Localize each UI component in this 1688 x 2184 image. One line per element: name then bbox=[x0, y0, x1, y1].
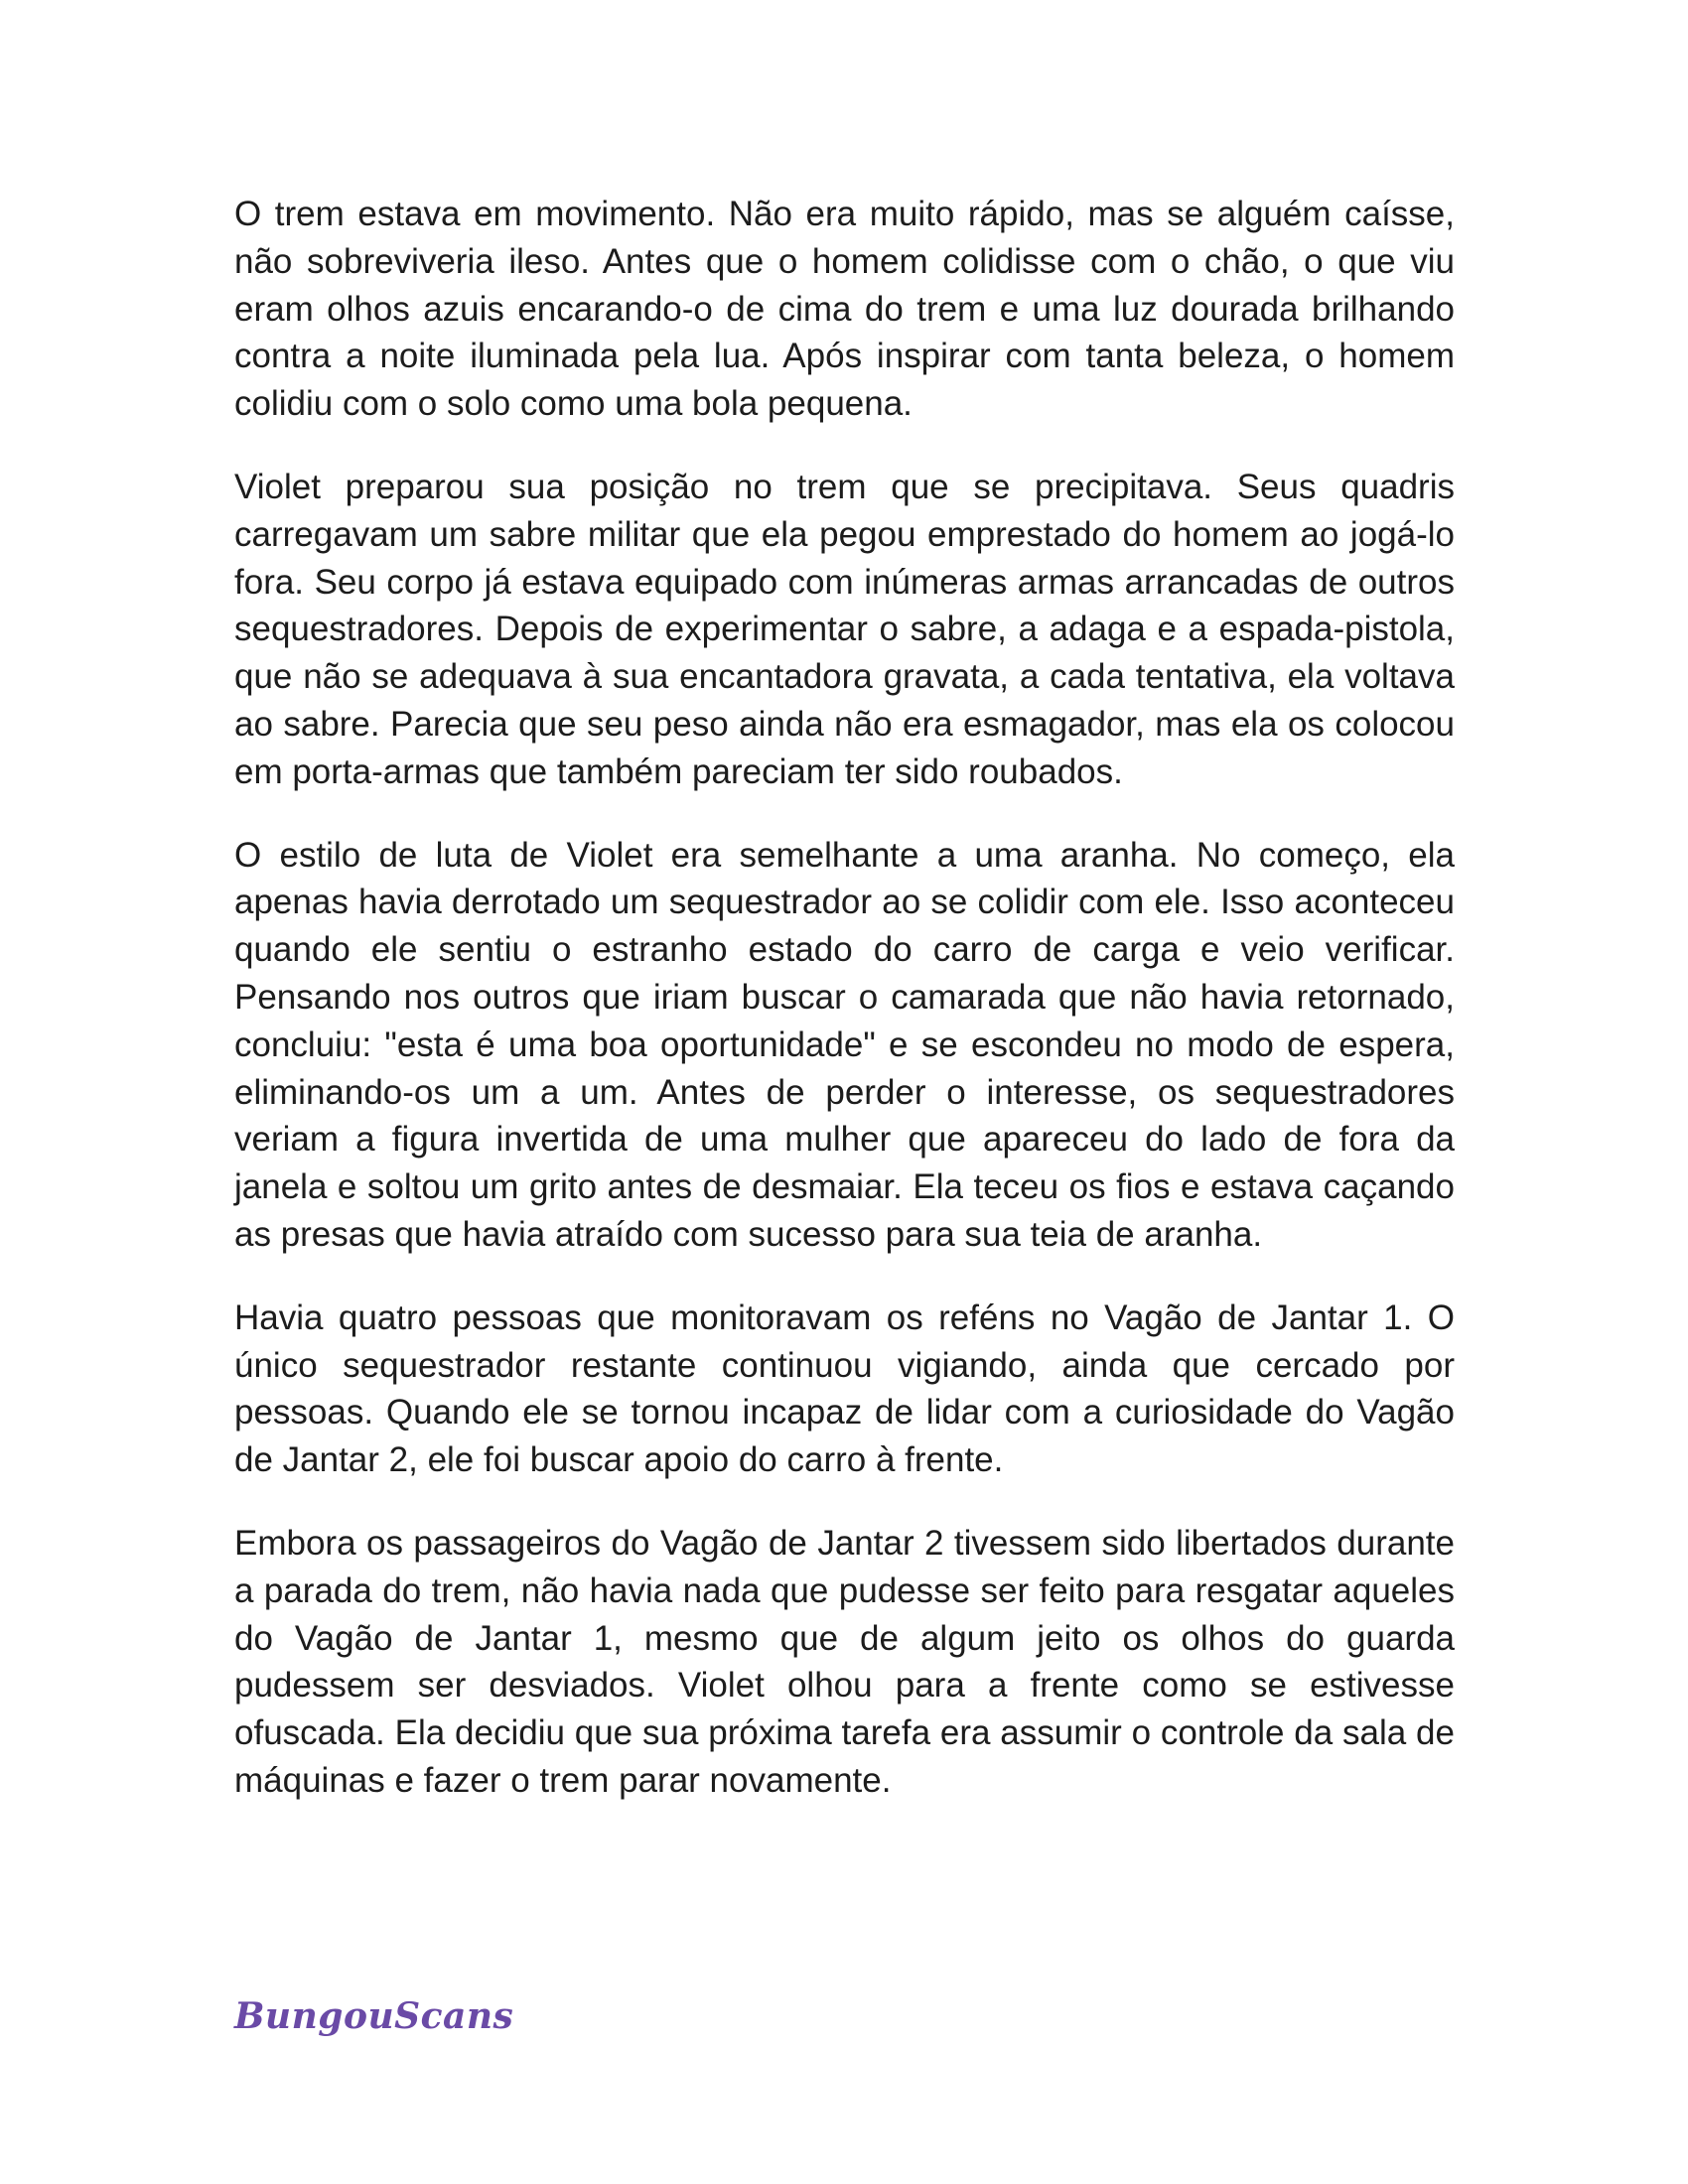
paragraph-5: Embora os passageiros do Vagão de Jantar 2 tivessem sido libertados durante a parada do trem, não havia nada que pudesse ser feito para resgatar aqueles do Vagão de Jantar 1, mesmo que de algum jeito os olhos do guarda pudessem ser desviados. Violet olhou para a frente como se estivesse ofuscada. Ela decidiu que sua próxima tarefa era assumir o controle da sala de máquinas e fazer o trem parar novamente. bbox=[234, 1523, 1455, 1800]
document-body bbox=[234, 191, 1455, 1841]
bungouscans-logo: BungouScans bbox=[234, 1995, 514, 2037]
paragraph-2: Violet preparou sua posição no trem que se precipitava. Seus quadris carregavam um sabre militar que ela pegou emprestado do homem ao jogá-lo fora. Seu corpo já estava equipado com inúmeras armas arrancadas de outros sequestradores. Depois de experimentar o sabre, a adaga e a espada-pistola, que não se adequava à sua encantadora gravata, a cada tentativa, ela voltava ao sabre. Parecia que seu peso ainda não era esmagador, mas ela os colocou em porta-armas que também pareciam ter sido roubados. bbox=[234, 467, 1455, 791]
paragraph-3: O estilo de luta de Violet era semelhante a uma aranha. No começo, ela apenas havia derrotado um sequestrador ao se colidir com ele. Isso aconteceu quando ele sentiu o estranho estado do carro de carga e veio verificar. Pensando nos outros que iriam buscar o camarada que não havia retornado, concluiu: "esta é uma boa oportunidade" e se escondeu no modo de espera, eliminando-os um a um. Antes de perder o interesse, os sequestradores veriam a figura invertida de uma mulher que apareceu do lado de fora da janela e soltou um grito antes de desmaiar. Ela teceu os fios e estava caçando as presas que havia atraído com sucesso para sua teia de aranha. bbox=[234, 835, 1455, 1254]
paragraph-4: Havia quatro pessoas que monitoravam os reféns no Vagão de Jantar 1. O único sequestrador restante continuou vigiando, ainda que cercado por pessoas. Quando ele se tornou incapaz de lidar com a curiosidade do Vagão de Jantar 2, ele foi buscar apoio do carro à frente. bbox=[234, 1297, 1455, 1480]
paragraph-1: O trem estava em movimento. Não era muito rápido, mas se alguém caísse, não sobreviveria ileso. Antes que o homem colidisse com o chão, o que viu eram olhos azuis encarando-o de cima do trem e uma luz dourada brilhando contra a noite iluminada pela lua. Após inspirar com tanta beleza, o homem colidiu com o solo como uma bola pequena. bbox=[234, 195, 1455, 424]
